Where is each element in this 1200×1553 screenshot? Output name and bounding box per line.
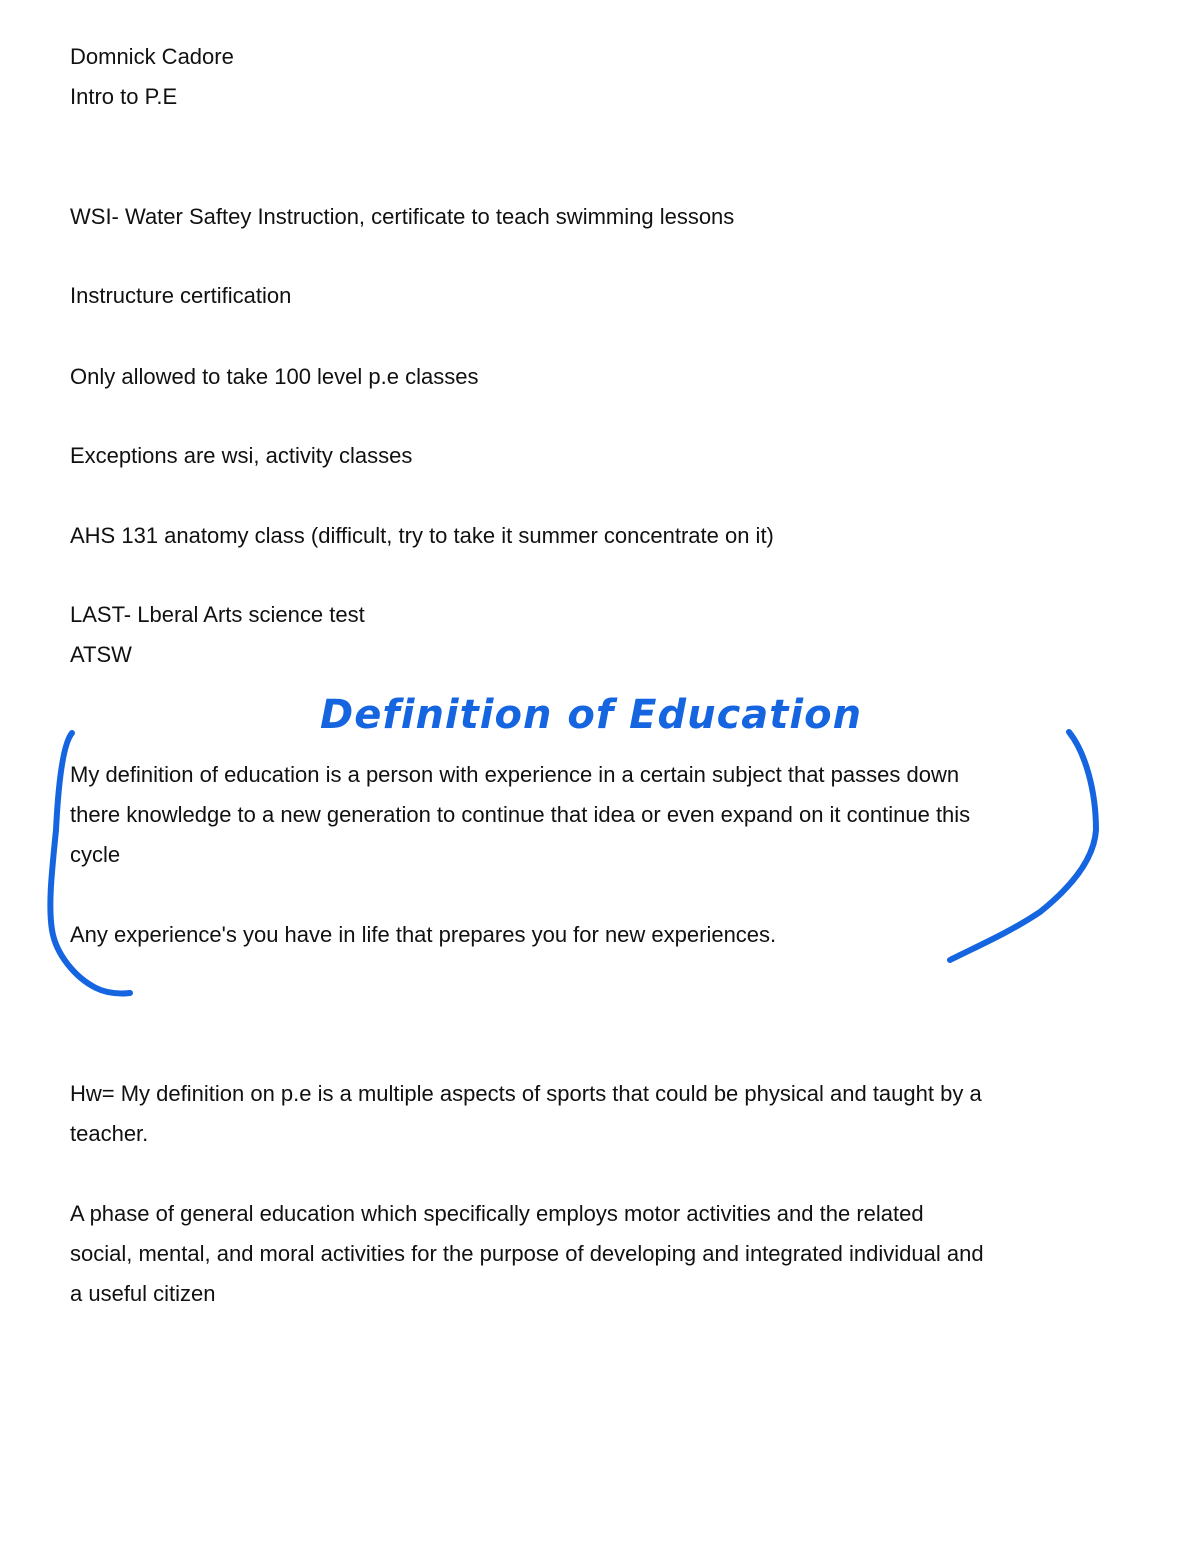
note-only-allowed: Only allowed to take 100 level p.e classes — [70, 364, 479, 389]
definition-line: cycle — [70, 842, 121, 867]
note-atsw: ATSW — [70, 642, 132, 667]
definition-line: My definition of education is a person with experience in a certain subject that passes down — [70, 762, 960, 787]
note-ahs: AHS 131 anatomy class (difficult, try to take it summer concentrate on it) — [70, 523, 774, 548]
phase-line: social, mental, and moral activities for the purpose of developing and integrated individual and — [70, 1241, 984, 1266]
phase-paragraph — [70, 1194, 1130, 1314]
course-title: Intro to P.E — [70, 84, 178, 109]
note-last: LAST- Lberal Arts science test — [70, 602, 365, 627]
phase-line: A phase of general education which specifically employs motor activities and the related — [70, 1201, 924, 1226]
note-exceptions: Exceptions are wsi, activity classes — [70, 443, 413, 468]
author-name: Domnick Cadore — [70, 44, 234, 69]
definition-line: there knowledge to a new generation to continue that idea or even expand on it continue this — [70, 802, 971, 827]
experiences-text: Any experience's you have in life that prepares you for new experiences. — [70, 922, 777, 947]
phase-line: a useful citizen — [70, 1281, 216, 1306]
homework-paragraph — [70, 1074, 1130, 1154]
homework-line: teacher. — [70, 1121, 149, 1146]
note-wsi: WSI- Water Saftey Instruction, certificate to teach swimming lessons — [70, 204, 735, 229]
handwritten-title: Definition of Education — [320, 692, 863, 738]
definition-paragraph — [70, 755, 1095, 875]
note-instructure: Instructure certification — [70, 283, 292, 308]
homework-line: Hw= My definition on p.e is a multiple aspects of sports that could be physical and taught by a — [70, 1081, 982, 1106]
